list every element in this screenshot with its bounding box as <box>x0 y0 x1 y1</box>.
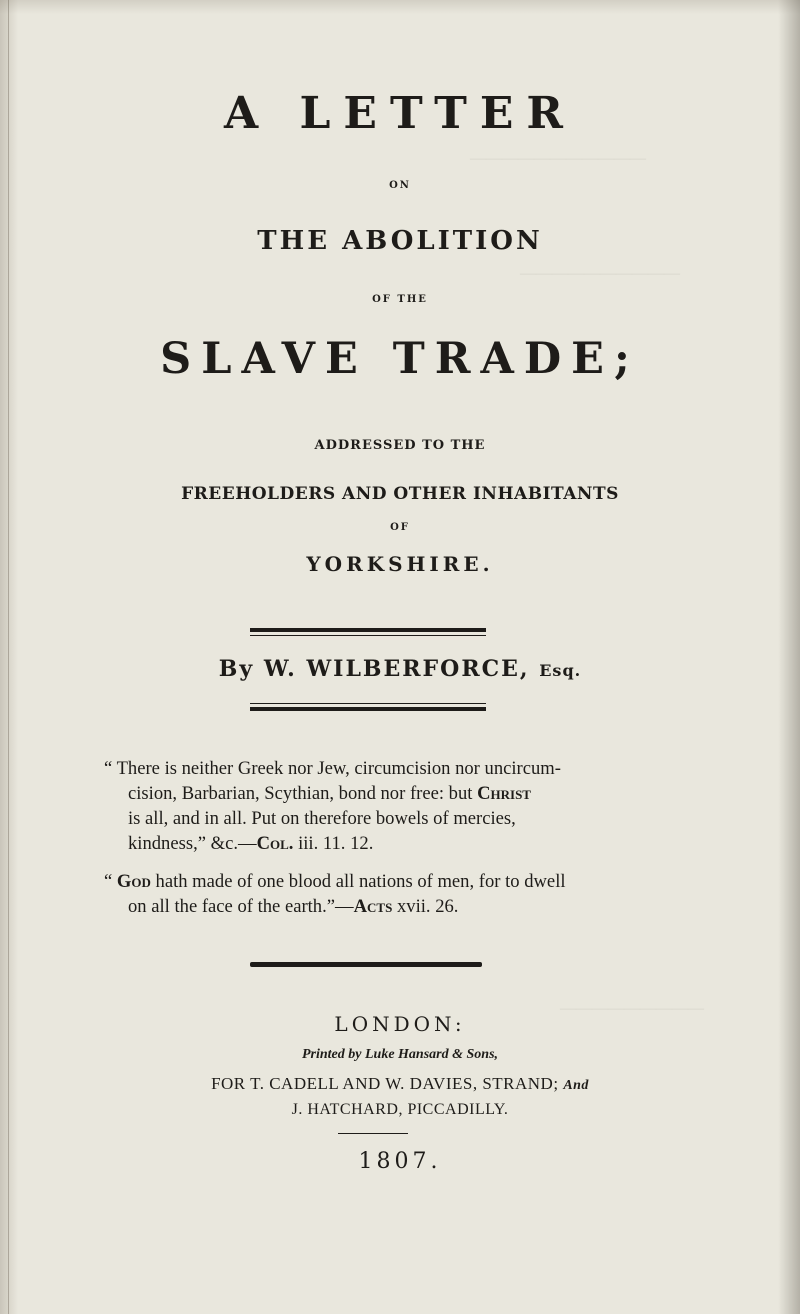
imprint-year: 1807. <box>358 1149 442 1174</box>
ornamental-rule <box>250 962 482 967</box>
addressed-line: ADDRESSED TO THE <box>314 438 486 453</box>
epigraph-line: is all, and in all. Put on therefore bowels of mercies, <box>128 808 516 829</box>
imprint-publishers <box>0 1074 800 1094</box>
imprint-printer: Printed by Luke Hansard & Sons, <box>301 1047 499 1062</box>
imprint-and: And <box>563 1078 589 1093</box>
epigraph-open-quote: “ <box>104 871 117 892</box>
show-through-text: —————————— <box>520 265 680 282</box>
epigraph-line <box>128 831 640 856</box>
of-line: OF <box>390 522 410 533</box>
epigraph-line <box>128 894 640 919</box>
epigraph-citation: Col. <box>256 833 294 854</box>
show-through-text: ————————— <box>560 1000 704 1017</box>
imprint-for-line: FOR T. CADELL AND W. DAVIES, STRAND; <box>211 1074 559 1093</box>
epigraph-citation-ref: xvii. 26. <box>392 896 459 917</box>
epigraph-line <box>128 781 640 806</box>
title-line-2: THE ABOLITION <box>257 226 543 256</box>
title-line-3: SLAVE TRADE; <box>160 334 640 384</box>
short-rule <box>338 1133 408 1134</box>
epigraph-citation-ref: iii. 11. 12. <box>293 833 374 854</box>
byline-author: W. WILBERFORCE, <box>263 656 530 682</box>
epigraph-text: cision, Barbarian, Scythian, bond nor free: but <box>128 783 473 804</box>
double-rule-top <box>250 628 486 636</box>
imprint-hatchard: J. HATCHARD, PICCADILLY. <box>291 1101 509 1118</box>
author-byline <box>0 656 800 682</box>
show-through-text: ——————————— <box>470 150 646 167</box>
freeholders-line: FREEHOLDERS AND OTHER INHABITANTS <box>181 484 619 504</box>
epigraph-text: on all the face of the earth.”— <box>128 896 354 917</box>
byline-esq: Esq. <box>539 661 582 680</box>
yorkshire-line: YORKSHIRE. <box>306 552 494 576</box>
title-line-1: A LETTER <box>224 88 576 139</box>
byline-by: By <box>218 656 255 682</box>
epigraph-colossians <box>100 756 640 856</box>
epigraph-text: hath made of one blood all nations of men, for to dwell <box>150 871 566 892</box>
imprint-city: LONDON: <box>334 1012 466 1036</box>
epigraph-god: God <box>116 871 151 892</box>
epigraph-text: kindness,” &c.— <box>128 833 257 854</box>
title-on: ON <box>389 180 411 191</box>
epigraph-acts <box>100 869 640 919</box>
double-rule-bottom <box>250 703 486 711</box>
epigraph-line: “ There is neither Greek nor Jew, circumcision nor uncircum- <box>104 758 561 779</box>
epigraph-citation: Acts <box>353 896 393 917</box>
title-of-the: OF THE <box>372 294 428 305</box>
epigraph-christ: Christ <box>477 783 531 804</box>
epigraph-line <box>104 869 640 894</box>
